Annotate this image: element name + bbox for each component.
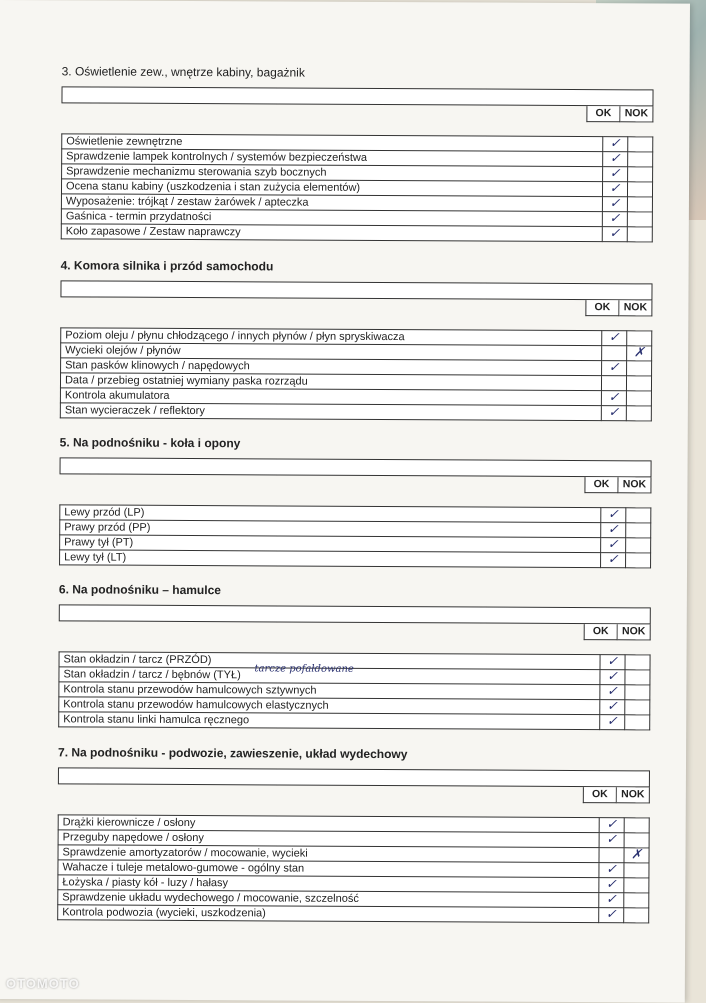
table-row [60,403,651,421]
ok-cell: ✓ [602,212,627,227]
table-row [61,224,652,242]
checklist-table [59,504,651,568]
item-label: Gaśnica - termin przydatności [61,209,602,227]
nok-cell [624,863,649,878]
handwritten-note: tarcze pofałdowane [254,663,354,675]
ok-nok-header [61,103,653,122]
ok-cell [601,376,626,391]
nok-cell [626,538,651,553]
nok-cell [624,833,649,848]
item-label: Kontrola stanu przewodów hamulcowych sztywnych [59,682,600,700]
ok-cell: ✓ [602,197,627,212]
item-label: Sprawdzenie mechanizmu sterowania szyb bocznych [62,164,603,182]
ok-header: OK [586,106,620,122]
ok-cell: ✓ [600,655,625,670]
nok-cell [628,152,653,167]
ok-cell: ✓ [600,700,625,715]
nok-cell [624,908,649,923]
item-label: Wahacze i tuleje metalowo-gumowe - ogólny stan [58,860,599,878]
item-label: Data / przebieg ostatniej wymiany paska rozrządu [60,373,601,391]
nok-cell: ✗ [624,848,649,863]
ok-cell: ✓ [601,391,626,406]
nok-header: NOK [620,106,653,122]
item-label: Kontrola stanu linki hamulca ręcznego [59,712,600,730]
ok-cell: ✓ [599,878,624,893]
item-label: Kontrola podwozia (wycieki, uszkodzenia) [58,905,599,923]
nok-cell [626,523,651,538]
ok-cell: ✓ [600,715,625,730]
checklist-table [57,814,650,923]
item-label: Stan pasków klinowych / napędowych [61,358,602,376]
ok-cell: ✓ [602,361,627,376]
item-label: Łożyska / piasty kół - luzy / hałasy [58,875,599,893]
nok-header: NOK [618,624,651,640]
section-title: 4. Komora silnika i przód samochodu [60,258,274,274]
ok-cell [602,346,627,361]
nok-cell [624,818,649,833]
table-row [60,550,651,568]
nok-cell [627,197,652,212]
table-row [59,712,650,730]
ok-nok-header [60,297,652,316]
checklist-table [60,327,652,421]
ok-cell: ✓ [601,538,626,553]
ok-cell: ✓ [602,227,627,242]
ok-cell: ✓ [603,167,628,182]
nok-cell [625,670,650,685]
item-label: Koło zapasowe / Zestaw naprawczy [61,224,602,242]
nok-cell [626,553,651,568]
table-row [58,905,649,923]
ok-nok-header [59,474,651,493]
ok-cell: ✓ [601,553,626,568]
nok-cell [626,406,651,421]
nok-cell [625,685,650,700]
ok-nok-header [59,621,651,640]
item-label: Stan okładzin / tarcz (PRZÓD) [59,652,600,670]
item-label: Przeguby napędowe / osłony [58,830,599,848]
section-title: 7. Na podnośniku - podwozie, zawieszenie, układ wydechowy [58,745,408,762]
nok-cell [624,878,649,893]
nok-cell [628,137,653,152]
nok-cell [625,700,650,715]
ok-header: OK [583,787,617,803]
ok-cell: ✓ [602,331,627,346]
item-label: Drążki kierownicze / osłony [58,815,599,833]
section-engine-bay [60,258,653,421]
section-brakes [58,582,651,730]
ok-cell: ✓ [599,893,624,908]
nok-header: NOK [618,477,651,493]
nok-cell [627,212,652,227]
item-label: Wyposażenie: trójkąt / zestaw żarówek / apteczka [61,194,602,212]
ok-cell: ✓ [599,863,624,878]
ok-cell [599,848,624,863]
item-label: Kontrola akumulatora [60,388,601,406]
item-label: Stan okładzin / tarcz / bębnów (TYŁ) [59,667,600,685]
ok-cell: ✓ [601,406,626,421]
nok-cell [625,655,650,670]
ok-cell: ✓ [601,508,626,523]
nok-cell [627,361,652,376]
item-label: Prawy tył (PT) [60,535,601,553]
ok-cell: ✓ [600,685,625,700]
checklist-table [58,651,650,730]
nok-cell [626,508,651,523]
checklist-table [61,133,654,242]
nok-cell [627,227,652,242]
ok-header: OK [584,624,618,640]
nok-header: NOK [619,300,652,316]
item-label: Stan wycieraczek / reflektory [60,403,601,421]
ok-cell: ✓ [599,818,624,833]
item-label: Sprawdzenie lampek kontrolnych / systemów bezpieczeństwa [62,149,603,167]
nok-cell [627,182,652,197]
nok-cell [626,391,651,406]
ok-cell: ✓ [599,908,624,923]
item-label: Prawy przód (PP) [60,520,601,538]
item-label: Sprawdzenie układu wydechowego / mocowanie, szczelność [58,890,599,908]
nok-cell [624,893,649,908]
ok-cell: ✓ [603,152,628,167]
ok-cell: ✓ [601,523,626,538]
nok-header: NOK [617,787,650,803]
nok-cell: ✗ [627,346,652,361]
section-suspension-exhaust [57,745,650,923]
section-wheels-tyres [59,435,652,568]
ok-cell: ✓ [600,670,625,685]
item-label: Poziom oleju / płynu chłodzącego / innych płynów / płyn spryskiwacza [61,328,602,346]
nok-cell [626,376,651,391]
nok-cell [625,715,650,730]
ok-cell: ✓ [602,182,627,197]
item-label: Lewy tył (LT) [60,550,601,568]
item-label: Lewy przód (LP) [60,505,601,523]
nok-cell [628,167,653,182]
nok-cell [627,331,652,346]
section-title: 3. Oświetlenie zew., wnętrze kabiny, bagażnik [61,64,305,80]
ok-nok-header [58,784,650,803]
section-title: 6. Na podnośniku – hamulce [58,582,221,598]
section-lighting [61,64,654,242]
item-label: Kontrola stanu przewodów hamulcowych elastycznych [59,697,600,715]
item-label: Sprawdzenie amortyzatorów / mocowanie, wycieki [58,845,599,863]
section-title: 5. Na podnośniku - koła i opony [59,435,241,451]
ok-header: OK [584,477,618,493]
ok-cell: ✓ [599,833,624,848]
ok-header: OK [585,300,619,316]
item-label: Wycieki olejów / płynów [61,343,602,361]
watermark-logo: OTOMOTO [6,976,80,991]
item-label: Oświetlenie zewnętrzne [62,134,603,152]
ok-cell: ✓ [603,137,628,152]
item-label: Ocena stanu kabiny (uszkodzenia i stan zużycia elementów) [61,179,602,197]
